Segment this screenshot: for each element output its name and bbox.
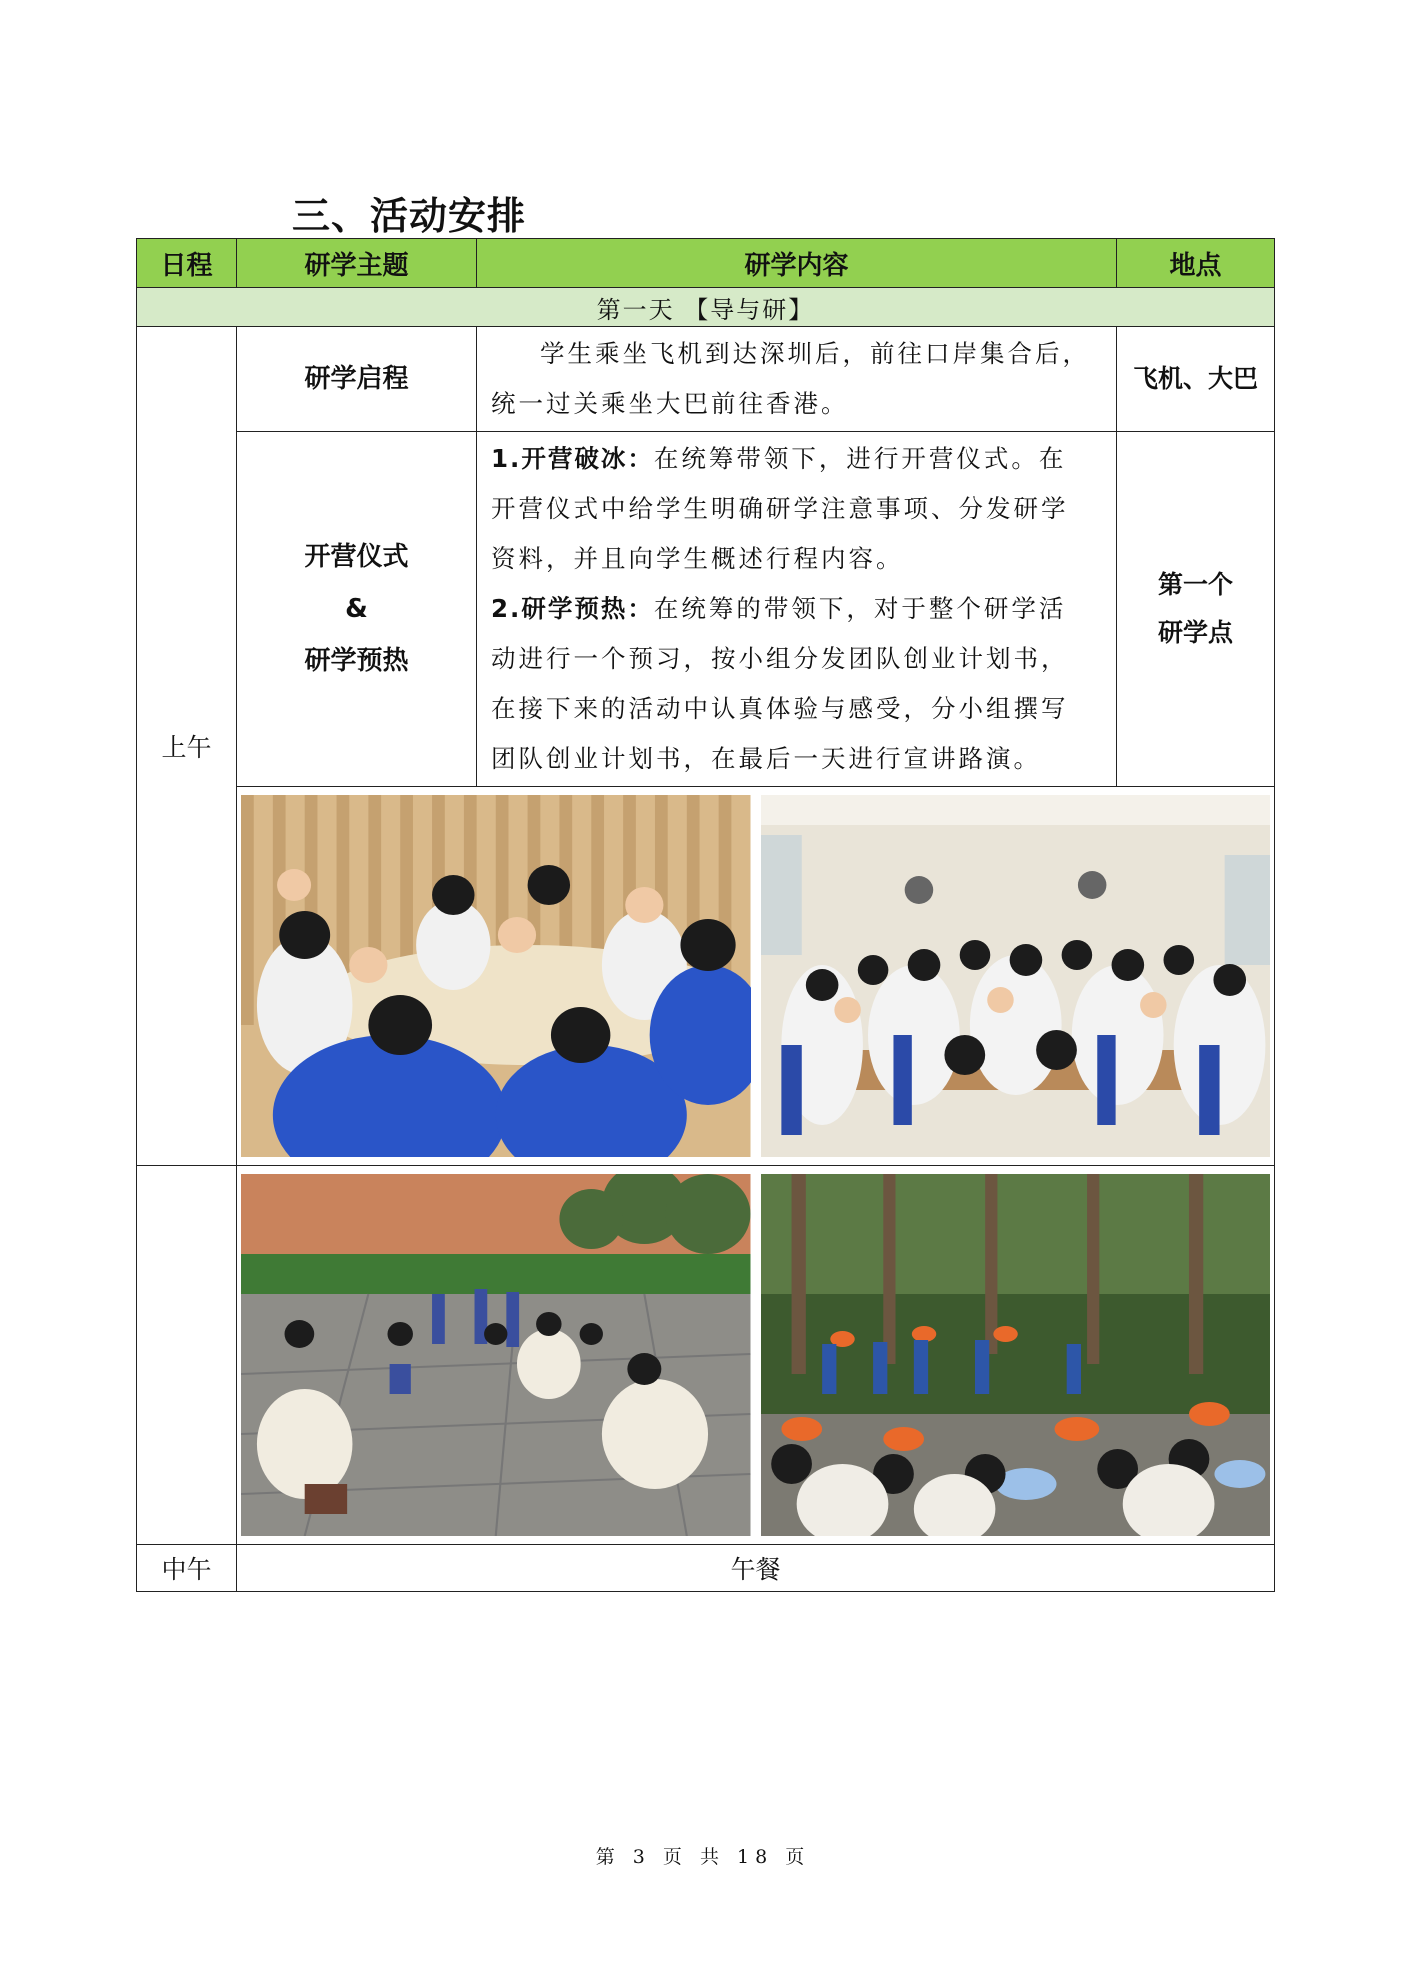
content-line: 在接下来的活动中认真体验与感受，分小组撰写 [491,694,1069,723]
content-line: 学生乘坐飞机到达深圳后，前往口岸集合后， [540,339,1090,368]
day-label: 第一天 【导与研】 [137,288,1275,327]
photo-group-discussion [241,795,751,1157]
content-line: 2.研学预热：在统筹的带领下，对于整个研学活 [491,594,1067,623]
place-line: 第一个 [1157,570,1233,599]
photo-row [137,1166,1275,1545]
table-row [137,432,1275,787]
content-opening [477,432,1117,787]
photo-group-classroom [761,795,1271,1157]
schedule-table [136,238,1275,1592]
content-line: 团队创业计划书，在最后一天进行宣讲路演。 [491,744,1041,773]
topic-opening [237,432,477,787]
header-content: 研学内容 [477,239,1117,288]
content-line: 动进行一个预习，按小组分发团队创业计划书， [491,644,1069,673]
section-title: 三、活动安排 [292,194,527,238]
table-header-row [137,239,1275,288]
content-line: 资料，并且向学生概述行程内容。 [491,544,904,573]
item1-title: 1.开营破冰： [491,444,654,473]
noon-activity: 午餐 [237,1545,1275,1592]
topic-start: 研学启程 [237,327,477,432]
item2-title: 2.研学预热： [491,594,654,623]
topic-line: 开营仪式 [304,542,409,572]
place-line: 研学点 [1157,618,1233,647]
place-opening [1117,432,1275,787]
place-start: 飞机、大巴 [1117,327,1275,432]
photo-outdoor-park [761,1174,1271,1536]
photo-row [137,787,1275,1166]
header-topic: 研学主题 [237,239,477,288]
period-morning: 上午 [137,327,237,1166]
period-noon: 中午 [137,1545,237,1592]
header-place: 地点 [1117,239,1275,288]
topic-line: 研学预热 [304,646,409,676]
photo-outdoor-plaza [241,1174,751,1536]
header-schedule: 日程 [137,239,237,288]
content-line: 开营仪式中给学生明确研学注意事项、分发研学 [491,494,1069,523]
photo-cell [237,1166,1275,1545]
content-start [477,327,1117,432]
photo-cell [237,787,1275,1166]
page-footer: 第 3 页 共 18 页 [595,1846,811,1868]
topic-line: & [345,594,368,624]
table-row [137,1545,1275,1592]
day-row [137,288,1275,327]
period-empty [137,1166,237,1545]
content-line: 1.开营破冰：在统筹带领下，进行开营仪式。在 [491,444,1067,473]
content-line: 统一过关乘坐大巴前往香港。 [491,389,849,418]
table-row [137,327,1275,432]
